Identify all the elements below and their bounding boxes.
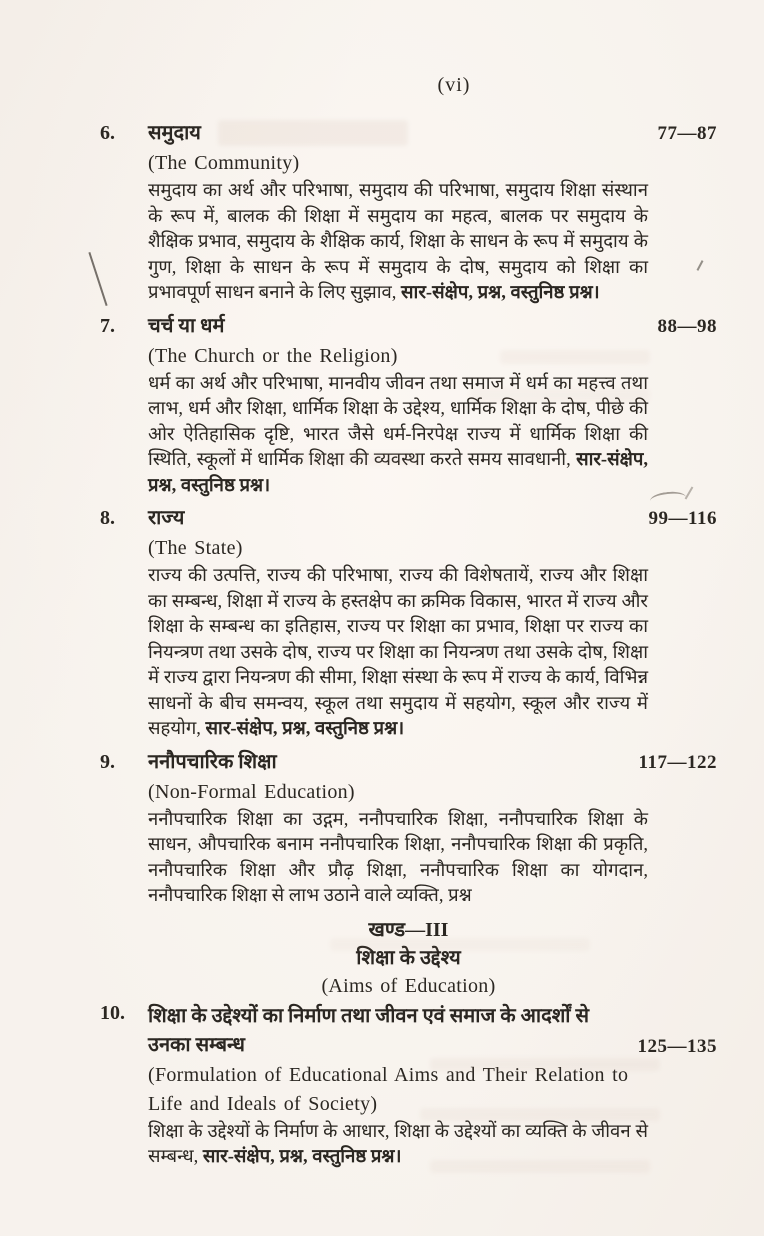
section-part-label: खण्ड—III — [368, 918, 449, 941]
entry-sub — [148, 1061, 648, 1171]
entry-sub — [148, 534, 648, 743]
entry-summary-text: राज्य की उत्पत्ति, राज्य की परिभाषा, राज्य की विशेषतायें, राज्य और शिक्षा का सम्बन्ध, शिक्षा में राज्य के हस्तक्षेप का क्रमिक विकास, भारत में राज्य और शिक्षा के सम्बन्ध का इतिहास, राज्य पर शिक्षा का प्रभाव, शिक्षा पर राज्य का नियन्त्रण तथा उसके दोष, राज्य पर शिक्षा का नियन्त्रण तथा उसके दोष, शिक्षा में राज्य द्वारा नियन्त्रण की सीमा, शिक्षा संस्था के रूप में राज्य के कार्य, विभिन्न साधनों के बीच समन्वय, स्कूल तथा समुदाय में सहयोग, स्कूल और राज्य में सहयोग, — [148, 566, 648, 739]
page-folio: (vi) — [437, 74, 471, 96]
toc-entry-10 — [100, 1002, 717, 1171]
entry-hindi-title: शिक्षा के उद्देश्यों का निर्माण तथा जीवन एवं समाज के आदर्शों से उनका सम्बन्ध — [148, 1004, 589, 1056]
entry-page-range: 99—116 — [648, 508, 717, 529]
entry-summary — [148, 808, 648, 910]
entry-hindi-title: राज्य — [148, 507, 185, 529]
entry-summary — [148, 1120, 648, 1171]
entry-head — [100, 119, 717, 148]
entry-sub — [148, 778, 648, 910]
entry-hindi-title: चर्च या धर्म — [148, 314, 225, 337]
entry-english-title: (Non-Formal Education) — [148, 780, 355, 803]
entry-head — [100, 1002, 717, 1060]
entry-sub — [148, 342, 648, 500]
toc-entry-6 — [100, 119, 717, 307]
entry-head — [100, 504, 717, 533]
entry-number: 7. — [100, 314, 115, 337]
entry-hindi-title: समुदाय — [148, 122, 201, 144]
toc-entry-9 — [100, 748, 717, 910]
entry-page-range: 88—98 — [657, 315, 717, 337]
entry-summary — [148, 372, 648, 500]
entry-number: 6. — [100, 122, 115, 144]
entry-summary-bold: सार-संक्षेप, प्रश्न, वस्तुनिष्ठ प्रश्न। — [202, 1147, 402, 1167]
entry-summary-text: शिक्षा के उद्देश्यों के निर्माण के आधार, शिक्षा के उद्देश्यों का व्यक्ति के जीवन से सम्बन्ध, — [148, 1121, 648, 1167]
table-of-contents — [0, 97, 764, 1171]
entry-english-title: (Formulation of Educational Aims and Their Relation to Life and Ideals of Society) — [148, 1063, 629, 1115]
entry-summary-bold: सार-संक्षेप, प्रश्न, वस्तुनिष्ठ प्रश्न। — [401, 283, 600, 303]
entry-summary-bold: सार-संक्षेप, प्रश्न, वस्तुनिष्ठ प्रश्न। — [148, 450, 648, 496]
entry-summary-text: ननौपचारिक शिक्षा का उद्गम, ननौपचारिक शिक्षा, ननौपचारिक शिक्षा के साधन, औपचारिक बनाम ननौपचारिक शिक्षा, ननौपचारिक शिक्षा की प्रकृति, ननौपचारिक शिक्षा और प्रौढ़ शिक्षा, ननौपचारिक शिक्षा का योगदान, ननौपचारिक शिक्षा से लाभ उठाने वाले व्यक्ति, प्रश्न — [148, 809, 648, 906]
section-english-title: (Aims of Education) — [321, 974, 496, 997]
entry-sub — [148, 149, 648, 307]
entry-english-title: (The State) — [148, 537, 243, 559]
entry-number: 10. — [100, 1001, 125, 1024]
entry-page-range: 77—87 — [657, 123, 717, 144]
entry-summary — [148, 179, 648, 307]
entry-summary-text: समुदाय का अर्थ और परिभाषा, समुदाय की परिभाषा, समुदाय शिक्षा संस्थान के रूप में, बालक की शिक्षा में समुदाय का महत्व, बालक पर समुदाय के शैक्षिक प्रभाव, समुदाय के शैक्षिक कार्य, शिक्षा के साधन के रूप में समुदाय के गुण, शिक्षा के साधन के रूप में समुदाय के दोष, समुदाय को शिक्षा का प्रभावपूर्ण साधन बनाने के लिए सुझाव, — [148, 181, 648, 303]
entry-head — [100, 312, 717, 341]
entry-number: 8. — [100, 507, 115, 529]
entry-page-range: 117—122 — [638, 751, 717, 773]
entry-number: 9. — [100, 750, 115, 773]
entry-summary — [148, 564, 648, 743]
toc-entry-7 — [100, 312, 717, 500]
entry-english-title: (The Church or the Religion) — [148, 344, 398, 367]
entry-page-range: 125—135 — [637, 1035, 717, 1057]
entry-head — [100, 748, 717, 777]
entry-summary-bold: सार-संक्षेप, प्रश्न, वस्तुनिष्ठ प्रश्न। — [205, 719, 405, 739]
entry-summary-text: धर्म का अर्थ और परिभाषा, मानवीय जीवन तथा समाज में धर्म का महत्त्व तथा लाभ, धर्म और शिक्षा, धार्मिक शिक्षा के उद्देश्य, धार्मिक शिक्षा के दोष, पीछे की ओर ऐतिहासिक दृष्टि, भारत जैसे धर्म-निरपेक्ष राज्य में धार्मिक शिक्षा की स्थिति, स्कूलों में धार्मिक शिक्षा की व्यवस्था करते समय सावधानी, — [148, 373, 648, 470]
entry-english-title: (The Community) — [148, 152, 300, 174]
toc-entry-8 — [100, 504, 717, 743]
section-heading — [100, 916, 717, 1000]
entry-hindi-title: ननौपचारिक शिक्षा — [148, 750, 277, 773]
section-hindi-title: शिक्षा के उद्देश्य — [356, 946, 461, 969]
